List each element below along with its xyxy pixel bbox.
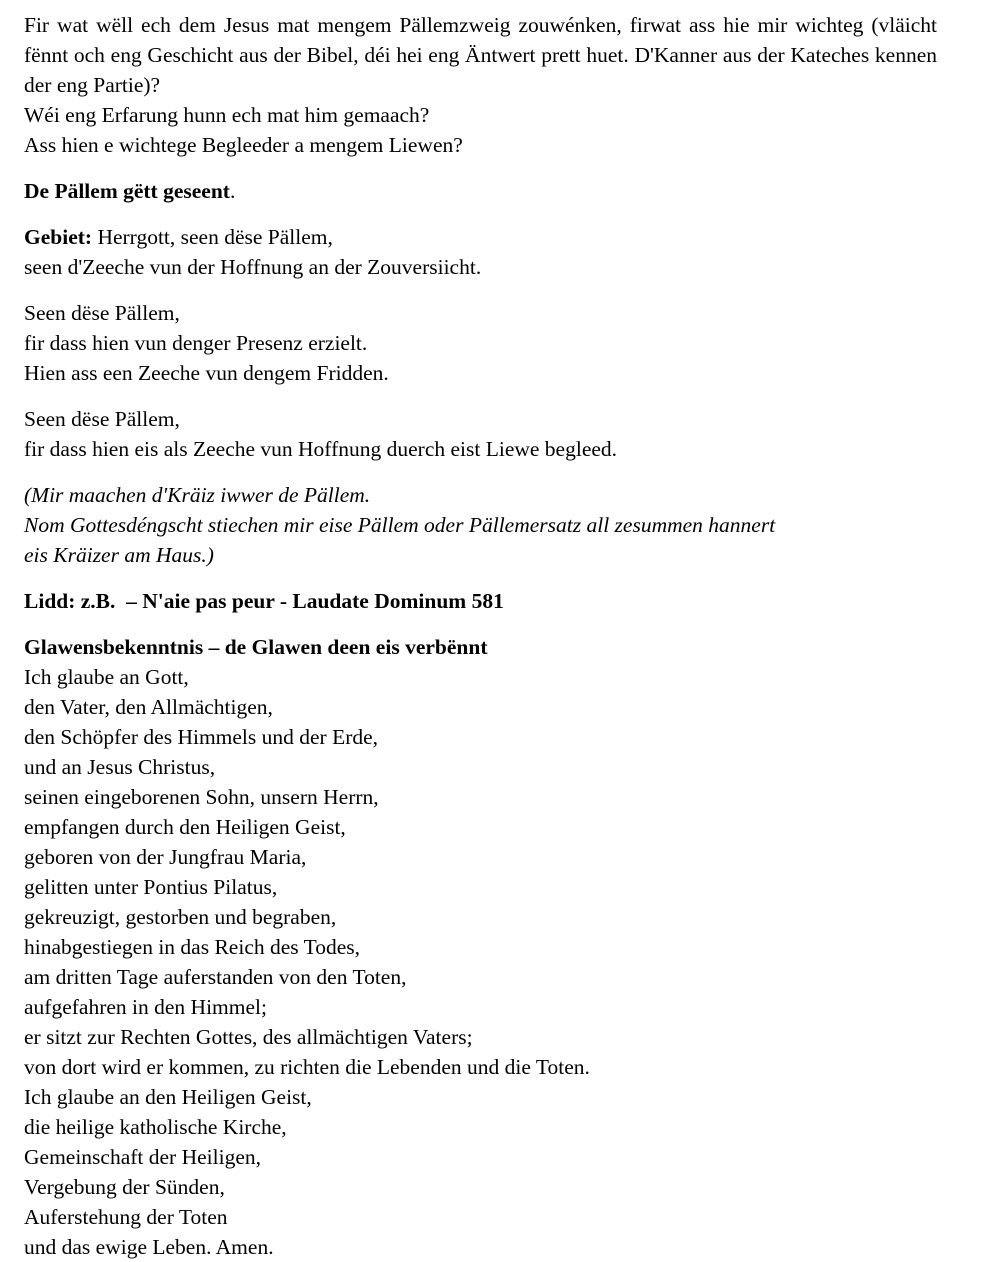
- prayer-line: seen d'Zeeche vun der Hoffnung an der Zouversiicht.: [24, 255, 482, 279]
- creed-line: Ich glaube an Gott,: [24, 665, 189, 689]
- creed-line: gelitten unter Pontius Pilatus,: [24, 875, 278, 899]
- creed-heading: Glawensbekenntnis – de Glawen deen eis verbënnt: [24, 635, 488, 659]
- creed-line: er sitzt zur Rechten Gottes, des allmächtigen Vaters;: [24, 1025, 473, 1049]
- creed-line: Auferstehung der Toten: [24, 1205, 228, 1229]
- creed-line: den Vater, den Allmächtigen,: [24, 695, 273, 719]
- prayer-stanza-1: [24, 222, 937, 282]
- intro-paragraph: Fir wat wëll ech dem Jesus mat mengem Pällemzweig zouwénken, firwat ass hie mir wichteg (vläicht fënnt och eng Geschicht aus der Bibel, déi hei eng Äntwert prett huet. D'Kanner aus der Kateches kennen der eng Partie)?: [24, 13, 937, 97]
- creed-line: den Schöpfer des Himmels und der Erde,: [24, 725, 379, 749]
- creed-line: die heilige katholische Kirche,: [24, 1115, 287, 1139]
- prayer-line: fir dass hien eis als Zeeche vun Hoffnung duerch eist Liewe begleed.: [24, 437, 618, 461]
- prayer-line: Seen dëse Pällem,: [24, 301, 180, 325]
- creed-body: [24, 662, 937, 1262]
- blessing-heading-text: De Pällem gëtt geseent: [24, 179, 230, 203]
- song-heading: Lidd: z.B. – N'aie pas peur - Laudate Dominum 581: [24, 589, 504, 613]
- rubric-block: [24, 480, 937, 570]
- spacer: [24, 206, 937, 222]
- rubric-line: eis Kräizer am Haus.): [24, 543, 214, 567]
- rubric-line: Nom Gottesdéngscht stiechen mir eise Pällem oder Pällemersatz all zesummen hannert: [24, 513, 776, 537]
- creed-line: seinen eingeborenen Sohn, unsern Herrn,: [24, 785, 379, 809]
- spacer: [24, 160, 937, 176]
- intro-question-1: Wéi eng Erfarung hunn ech mat him gemaach?: [24, 103, 430, 127]
- prayer-line: fir dass hien vun denger Presenz erzielt.: [24, 331, 368, 355]
- creed-line: aufgefahren in den Himmel;: [24, 995, 267, 1019]
- creed-line: gekreuzigt, gestorben und begraben,: [24, 905, 337, 929]
- intro-question-2: Ass hien e wichtege Begleeder a mengem Liewen?: [24, 133, 463, 157]
- blessing-heading: [24, 176, 937, 206]
- creed-line: Gemeinschaft der Heiligen,: [24, 1145, 262, 1169]
- blessing-heading-period: .: [229, 179, 236, 203]
- creed-line: Vergebung der Sünden,: [24, 1175, 225, 1199]
- creed-line: und an Jesus Christus,: [24, 755, 216, 779]
- prayer-line: Seen dëse Pällem,: [24, 407, 180, 431]
- prayer-line: Hien ass een Zeeche vun dengem Fridden.: [24, 361, 389, 385]
- spacer: [24, 388, 937, 404]
- creed-line: geboren von der Jungfrau Maria,: [24, 845, 307, 869]
- prayer-stanza-3: [24, 404, 937, 464]
- prayer-label: Gebiet:: [24, 225, 93, 249]
- spacer: [24, 464, 937, 480]
- spacer: [24, 282, 937, 298]
- creed-line: von dort wird er kommen, zu richten die Lebenden und die Toten.: [24, 1055, 590, 1079]
- creed-line: Ich glaube an den Heiligen Geist,: [24, 1085, 312, 1109]
- prayer-line-text: Herrgott, seen dëse Pällem,: [92, 225, 333, 249]
- spacer: [24, 616, 937, 632]
- intro-question-lines: [24, 100, 937, 160]
- prayer-line: [24, 222, 937, 252]
- rubric-line: (Mir maachen d'Kräiz iwwer de Pällem.: [24, 483, 371, 507]
- prayer-stanza-2: [24, 298, 937, 388]
- spacer: [24, 570, 937, 586]
- creed-line: empfangen durch den Heiligen Geist,: [24, 815, 346, 839]
- creed-line: hinabgestiegen in das Reich des Todes,: [24, 935, 361, 959]
- creed-line: am dritten Tage auferstanden von den Toten,: [24, 965, 407, 989]
- creed-line: und das ewige Leben. Amen.: [24, 1235, 274, 1259]
